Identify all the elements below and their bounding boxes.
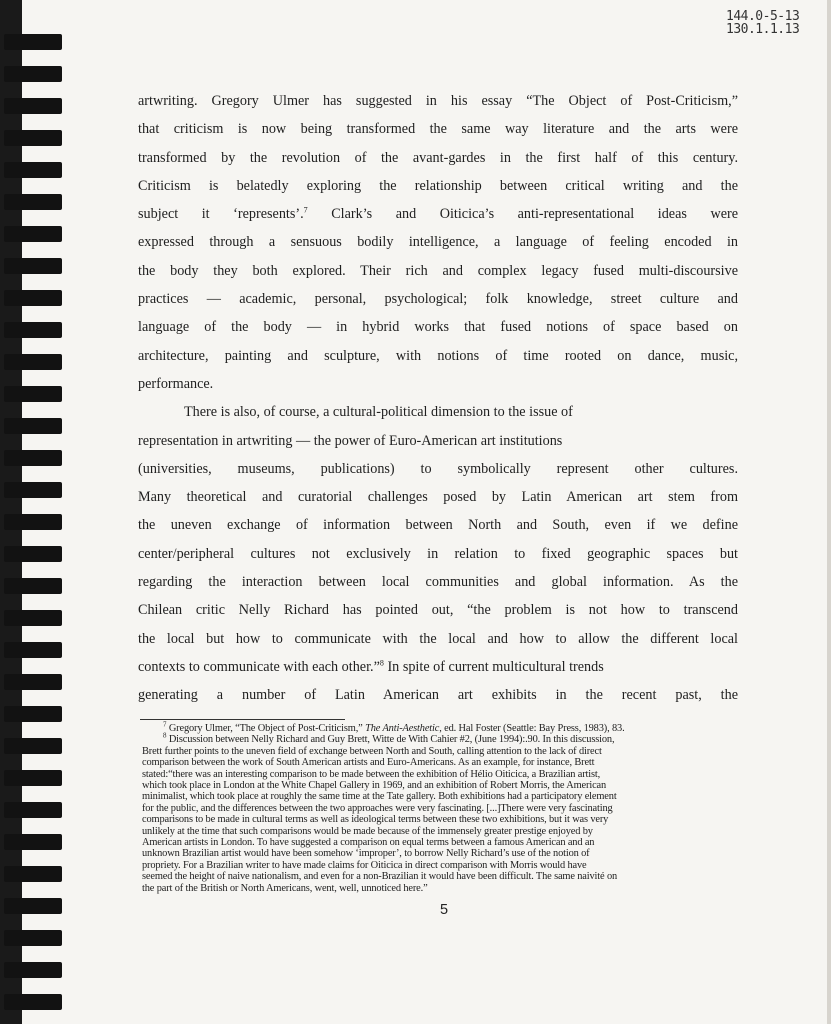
binding-ring: [4, 674, 62, 690]
body-line: transformed by the revolution of the avant-gardes in the first half of this century.: [138, 149, 738, 166]
body-line: the body they both explored. Their rich and complex legacy fused multi-discoursive: [138, 262, 738, 279]
binding-ring: [4, 514, 62, 530]
binding-ring: [4, 994, 62, 1010]
binding-ring: [4, 834, 62, 850]
binding-ring: [4, 738, 62, 754]
body-line-text: In spite of current multicultural trends: [387, 658, 604, 675]
footnote-ref: 8: [379, 658, 384, 668]
binding-ring: [4, 194, 62, 210]
body-line: architecture, painting and sculpture, with notions of time rooted on dance, music,: [138, 347, 738, 364]
body-line: the uneven exchange of information between North and South, even if we define: [138, 517, 738, 534]
footnote-label: 7: [163, 720, 167, 729]
spiral-binding: [0, 0, 64, 1024]
binding-ring: [4, 450, 62, 466]
binding-ring: [4, 322, 62, 338]
body-line: performance.: [138, 375, 214, 392]
body-line: center/peripheral cultures not exclusively in relation to fixed geographic spaces but: [138, 545, 738, 562]
binding-ring: [4, 98, 62, 114]
footnote-line: unknown Brazilian artist would have been somehow ‘improper’, to borrow Nelly Richard’s use of the notion of: [142, 848, 590, 860]
footnote-8: [142, 731, 746, 746]
footnote-line: American artists in London. To have suggested a comparison on equal terms between a famous American and an: [142, 837, 595, 849]
body-line-text: contexts to communicate with each other.”: [138, 658, 380, 675]
binding-ring: [4, 930, 62, 946]
binding-ring: [4, 354, 62, 370]
body-line: Many theoretical and curatorial challenges posed by Latin American art stem from: [138, 489, 738, 506]
footnote-line: seemed the height of naive nationalism, and even for a non-Brazilian it would have been difficult. The same naivité on: [142, 871, 618, 883]
binding-ring: [4, 290, 62, 306]
footnote-label: 8: [163, 731, 167, 740]
body-text: [138, 87, 738, 710]
binding-ring: [4, 898, 62, 914]
body-line: artwriting. Gregory Ulmer has suggested in his essay “The Object of Post-Criticism,”: [138, 93, 738, 109]
binding-ring: [4, 258, 62, 274]
footnote-line: comparisons to be made in cultural terms as well as ideological terms between these two exhibitions, but it was very: [142, 814, 609, 826]
binding-ring: [4, 162, 62, 178]
binding-ring: [4, 226, 62, 242]
footnote-divider: [140, 719, 345, 720]
body-line: representation in artwriting — the power of Euro-American art institutions: [138, 432, 563, 449]
body-line: expressed through a sensuous bodily intelligence, a language of feeling encoded in: [138, 234, 738, 251]
binding-ring: [4, 962, 62, 978]
binding-ring: [4, 610, 62, 626]
footnote-line: minimalist, which took place at roughly the same time at the Tate gallery. Both exhibitions had a participatory element: [142, 791, 617, 803]
binding-ring: [4, 130, 62, 146]
binding-ring: [4, 482, 62, 498]
footnote-line: stated:“there was an interesting comparison to be made between the exhibition of Hélio Oiticica, a Brazilian artist,: [142, 768, 601, 780]
body-line: generating a number of Latin American art exhibits in the recent past, the: [138, 687, 738, 704]
binding-ring: [4, 866, 62, 882]
body-line: Chilean critic Nelly Richard has pointed out, “the problem is not how to transcend: [138, 602, 738, 619]
footnote-line: unlikely at the time that such comparisons would be made because of the immensely greater prestige enjoyed by: [142, 825, 593, 837]
page-number: 5: [439, 902, 449, 918]
binding-ring: [4, 66, 62, 82]
binding-ring: [4, 706, 62, 722]
footnotes: [142, 720, 746, 894]
body-line: language of the body — in hybrid works that fused notions of space based on: [138, 319, 738, 336]
body-line: There is also, of course, a cultural-political dimension to the issue of: [184, 404, 573, 421]
binding-ring: [4, 642, 62, 658]
footnote-line: Brett further points to the uneven field of exchange between North and South, calling attention to the lack of direct: [142, 745, 602, 757]
binding-ring: [4, 770, 62, 786]
footnote-7: [142, 720, 746, 734]
body-line-text: Clark’s and Oiticica’s anti-representational ideas were: [331, 206, 738, 223]
footnote-text: Gregory Ulmer, “The Object of Post-Criticism,”: [168, 723, 366, 734]
archive-stamp-line: 144.0-5-13: [726, 9, 800, 24]
footnote-text: , ed. Hal Foster (Seattle: Bay Press, 1983), 83.: [439, 723, 625, 734]
body-line: regarding the interaction between local communities and global information. As the: [138, 574, 738, 591]
body-line: Criticism is belatedly exploring the relationship between critical writing and the: [138, 177, 738, 194]
footnote-line: the part of the British or North Americans, went, well, unnoticed here.”: [142, 882, 428, 894]
binding-ring: [4, 546, 62, 562]
body-line: [138, 200, 738, 228]
body-line: [138, 653, 738, 681]
paper-edge: [827, 0, 831, 1024]
footnote-text: Discussion between Nelly Richard and Guy Brett, Witte de With Cahier #2, (June 1994):.90. In this discussion,: [168, 734, 615, 746]
binding-ring: [4, 418, 62, 434]
binding-ring: [4, 34, 62, 50]
footnote-line: comparison between the work of South American artists and Euro-Americans. As an example, for instance, Brett: [142, 757, 595, 769]
body-line: (universities, museums, publications) to symbolically represent other cultures.: [138, 460, 738, 477]
binding-ring: [4, 802, 62, 818]
binding-ring: [4, 578, 62, 594]
footnote-line: for the public, and the differences between the two approaches were very fascinating. [...]There were very fascinating: [142, 802, 613, 814]
body-line: the local but how to communicate with the local and how to allow the different local: [138, 630, 738, 647]
archive-stamp: [726, 10, 816, 36]
body-line-text: subject it ‘represents’.: [138, 206, 304, 223]
footnote-line: propriety. For a Brazilian writer to have made claims for Oiticica in direct comparison with Morris would have: [142, 859, 587, 871]
body-line: that criticism is now being transformed the same way literature and the arts were: [138, 121, 738, 138]
footnote-title: The Anti-Aesthetic: [365, 723, 440, 734]
archive-stamp-line: 130.1.1.13: [726, 22, 800, 37]
binding-ring: [4, 386, 62, 402]
footnote-ref: 7: [303, 205, 308, 215]
body-line: practices — academic, personal, psychological; folk knowledge, street culture and: [138, 291, 738, 308]
footnote-line: which took place in London at the White Chapel Gallery in 1969, and an exhibition of Robert Morris, the American: [142, 780, 607, 792]
